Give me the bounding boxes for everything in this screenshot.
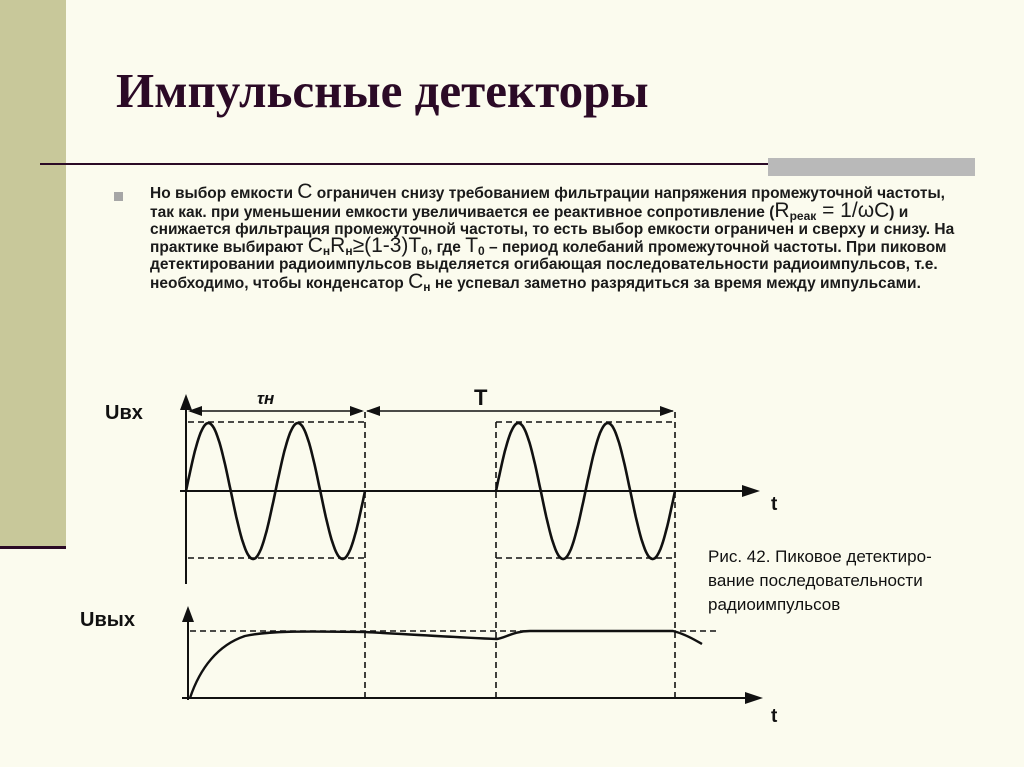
slide-title: Импульсные детекторы [116, 63, 649, 118]
uin-axis-y-arrow [180, 394, 192, 410]
formula-part: ≥(1-3)Т [352, 234, 422, 258]
period-arrow-left [366, 406, 380, 416]
tau-arrow-right [350, 406, 364, 416]
subscript: 0 [421, 244, 428, 259]
subscript: н [322, 244, 331, 259]
text-part: ) и снижается фильтрация промежуточной частоты, то есть выбор емкости ограничен и сверху и снизу. На практике выбирают [150, 203, 955, 257]
period-arrow-right [660, 406, 674, 416]
text-part: , где [427, 239, 466, 257]
subscript: н [423, 279, 431, 294]
symbol-r: R [774, 198, 790, 222]
symbol-c: С [408, 269, 424, 293]
text-part: не успевал заметно разрядиться за время между импульсами. [430, 274, 921, 292]
uin-axis-t-arrow [742, 485, 760, 497]
formula-part: = 1/ωC [816, 198, 890, 222]
figure-caption [708, 545, 978, 617]
period-label: T [474, 385, 488, 410]
t-axis-label-top: t [771, 494, 778, 515]
symbol-t: Т [465, 234, 479, 258]
uout-axis-y-arrow [182, 606, 194, 622]
text-part: Но выбор емкости [150, 185, 298, 202]
caption-line: вание последовательности [708, 571, 923, 590]
subscript: реак [789, 208, 817, 223]
uout-envelope-curve [190, 631, 702, 698]
uin-label: Uвх [105, 402, 143, 424]
text-part: ограничен снизу требованием фильтрации напряжения промежуточной частоты, так как. при уменьшении емкости увеличивается ее реактивное сопротивление ( [150, 185, 945, 221]
symbol-r: R [330, 234, 346, 258]
subscript: 0 [478, 244, 485, 259]
tau-label: τн [257, 389, 275, 408]
uout-label: Uвых [80, 609, 135, 631]
uout-axis-t-arrow [745, 692, 763, 704]
caption-line: Рис. 42. Пиковое детектиро- [708, 547, 932, 566]
t-axis-label-bottom: t [771, 706, 778, 727]
subscript: н [345, 244, 353, 259]
caption-line: радиоимпульсов [708, 595, 841, 614]
symbol-c: С [297, 180, 313, 203]
text-part: – период колебаний промежуточной частоты. При пиковом детектировании радиоимпульсов выделяется огибающая последовательности радиоимпульсов, т.е. необходимо, чтобы конденсатор [150, 239, 947, 292]
symbol-c: С [307, 234, 323, 258]
